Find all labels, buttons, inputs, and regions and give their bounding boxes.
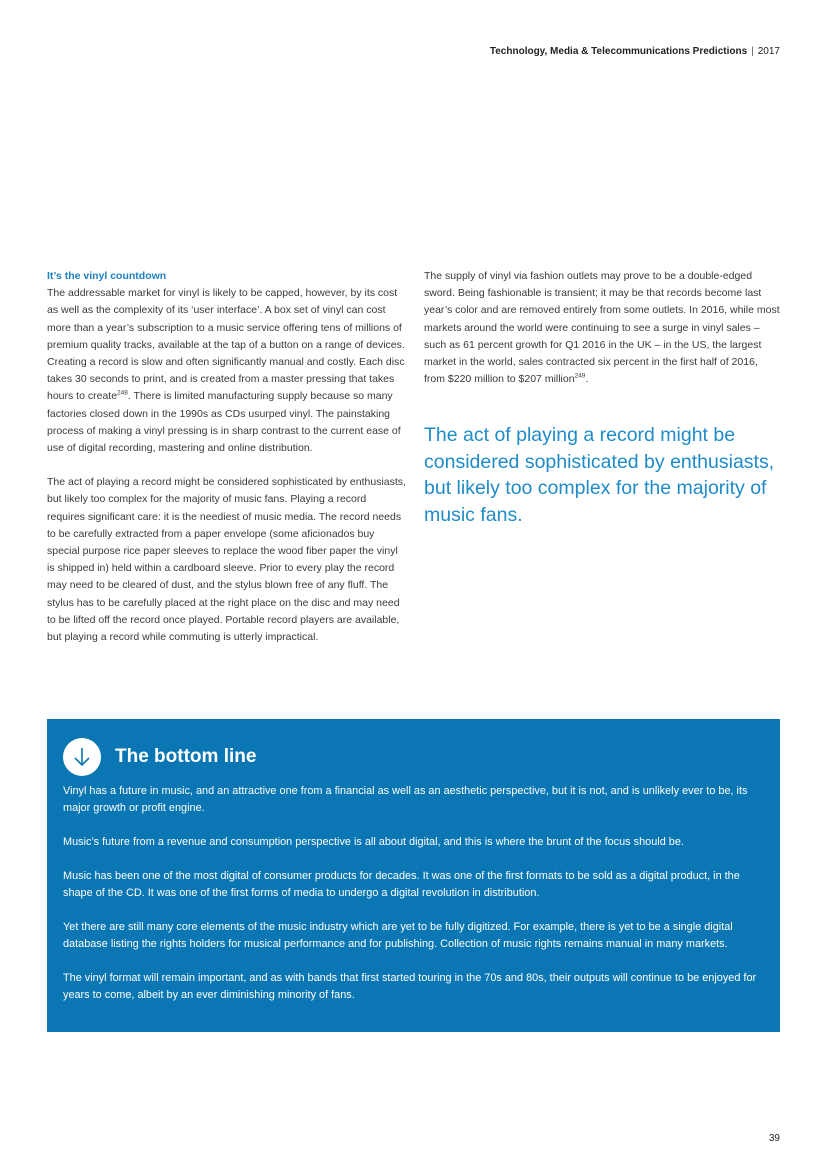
right-column — [424, 268, 780, 528]
bottom-line-paragraph: Vinyl has a future in music, and an attractive one from a financial as well as an aesthetic perspective, but it is not, and is unlikely ever to be, its major growth or profit engine. — [63, 785, 748, 814]
section-heading: It’s the vinyl countdown — [47, 270, 167, 282]
bottom-line-box — [47, 719, 780, 1032]
running-header — [490, 46, 780, 57]
publication-year: 2017 — [757, 46, 780, 57]
bottom-line-paragraph: The vinyl format will remain important, and as with bands that first started touring in the 70s and 80s, their outputs will continue to be enjoyed for years to come, albeit by an ever diminishing minority of fans. — [63, 972, 757, 1001]
footnote-ref-248: 248 — [117, 389, 128, 397]
bottom-line-paragraph: Music’s future from a revenue and consumption perspective is all about digital, and this is where the brunt of the focus should be. — [63, 836, 684, 848]
body-paragraph-3 — [424, 268, 780, 388]
paragraph-text: The supply of vinyl via fashion outlets may prove to be a double-edged sword. Being fashionable is transient; it may be that records become last year’s color and are removed entirely from some outlets. In 2016, while most markets around the world were continuing to see a surge in vinyl sales – such as 61 percent growth for Q1 2016 in the UK – in the US, the largest market in the world, sales contracted six percent in the first half of 2016, from $220 million to $207 million — [424, 270, 780, 386]
arrow-down-icon — [63, 738, 101, 776]
bottom-line-title: The bottom line — [115, 746, 257, 767]
paragraph-text: . There is limited manufacturing supply because so many factories closed down in the 1990s as CDs usurped vinyl. The painstaking process of making a vinyl pressing is in sharp contrast to the current ease of use of digital recording, mastering and online distribution. — [47, 390, 401, 455]
bottom-line-paragraph: Yet there are still many core elements of the music industry which are yet to be fully digitized. For example, there is yet to be a single digital database listing the rights holders for musical performance and for publishing. Collection of music rights remains manual in many markets. — [63, 921, 733, 950]
bottom-line-body — [63, 783, 764, 1004]
footnote-ref-249: 249 — [574, 372, 586, 380]
left-column — [47, 268, 407, 646]
body-paragraph-1 — [47, 285, 407, 457]
header-separator: | — [751, 46, 754, 57]
publication-title: Technology, Media & Telecommunications Predictions — [489, 46, 748, 57]
bottom-line-header — [63, 737, 764, 777]
paragraph-text: The addressable market for vinyl is likely to be capped, however, by its cost as well as the complexity of its ‘user interface’. A box set of vinyl can cost more than a year’s subscription to a music service offering tens of millions of premium quality tracks, available at the tap of a button on a range of devices. Creating a record is slow and often significantly manual and costly. Each disc takes 30 seconds to print, and is created from a master pressing that takes hours to create — [47, 287, 405, 403]
paragraph-text: . — [585, 373, 589, 386]
bottom-line-paragraph: Music has been one of the most digital of consumer products for decades. It was one of the first formats to be sold as a digital product, in the shape of the CD. It was one of the first forms of media to undergo a digital revolution in distribution. — [63, 870, 740, 899]
page-number: 39 — [768, 1133, 780, 1144]
body-paragraph-2: The act of playing a record might be considered sophisticated by enthusiasts, but likely too complex for the majority of music fans. Playing a record requires significant care: it is the neediest of music media. The record needs to be carefully extracted from a paper envelope (some aficionados buy special purpose rice paper sleeves to replace the wood fiber paper the vinyl is shipped in) held within a cardboard sleeve. Prior to every play the record may need to be cleared of dust, and the stylus blown free of any fluff. The stylus has to be carefully placed at the right place on the disc and may need to be lifted off the record once played. Portable record players are available, but playing a record while commuting is utterly impractical. — [47, 476, 406, 644]
pull-quote: The act of playing a record might be considered sophisticated by enthusiasts, but likely too complex for the majority of music fans. — [424, 424, 775, 526]
